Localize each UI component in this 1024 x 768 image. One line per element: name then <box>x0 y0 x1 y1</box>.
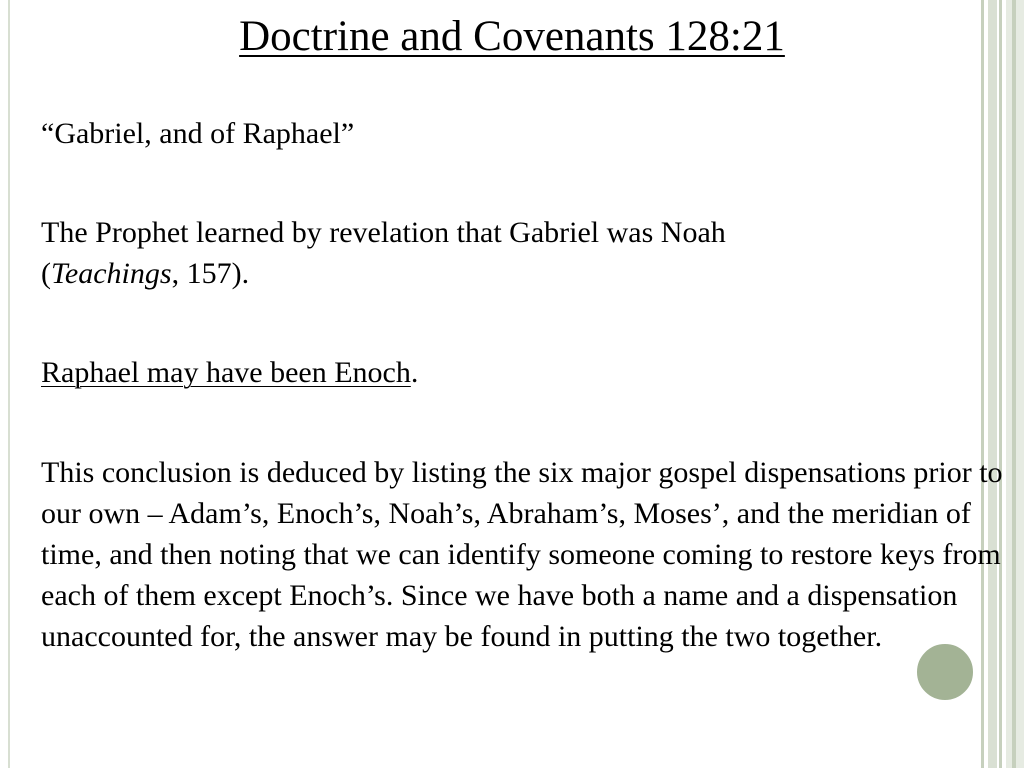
prophet-open-paren: ( <box>41 257 51 290</box>
quote-paragraph <box>41 113 1016 154</box>
prophet-text: The Prophet learned by revelation that Gabriel was Noah <box>41 216 726 249</box>
slide-title: Doctrine and Covenants 128:21 <box>239 13 785 60</box>
prophet-paragraph <box>41 212 1016 294</box>
page-reference: , 157). <box>171 257 250 290</box>
conclusion-paragraph: This conclusion is deduced by listing the six major gospel dispensations prior to our own – Adam’s, Enoch’s, Noah’s, Abraham’s, Moses’, and the meridian of time, and then noting that we can identify someone coming to restore keys from each of them except Enoch’s. Since we have both a name and a dispensation unaccounted for, the answer may be found in putting the two together. <box>41 456 1003 653</box>
quote-text: “Gabriel, and of Raphael” <box>41 117 355 150</box>
left-border-line <box>8 0 10 768</box>
source-title: Teachings <box>51 257 172 290</box>
raphael-statement: Raphael may have been Enoch <box>41 356 411 389</box>
raphael-paragraph <box>41 352 1016 393</box>
raphael-period: . <box>410 356 419 389</box>
